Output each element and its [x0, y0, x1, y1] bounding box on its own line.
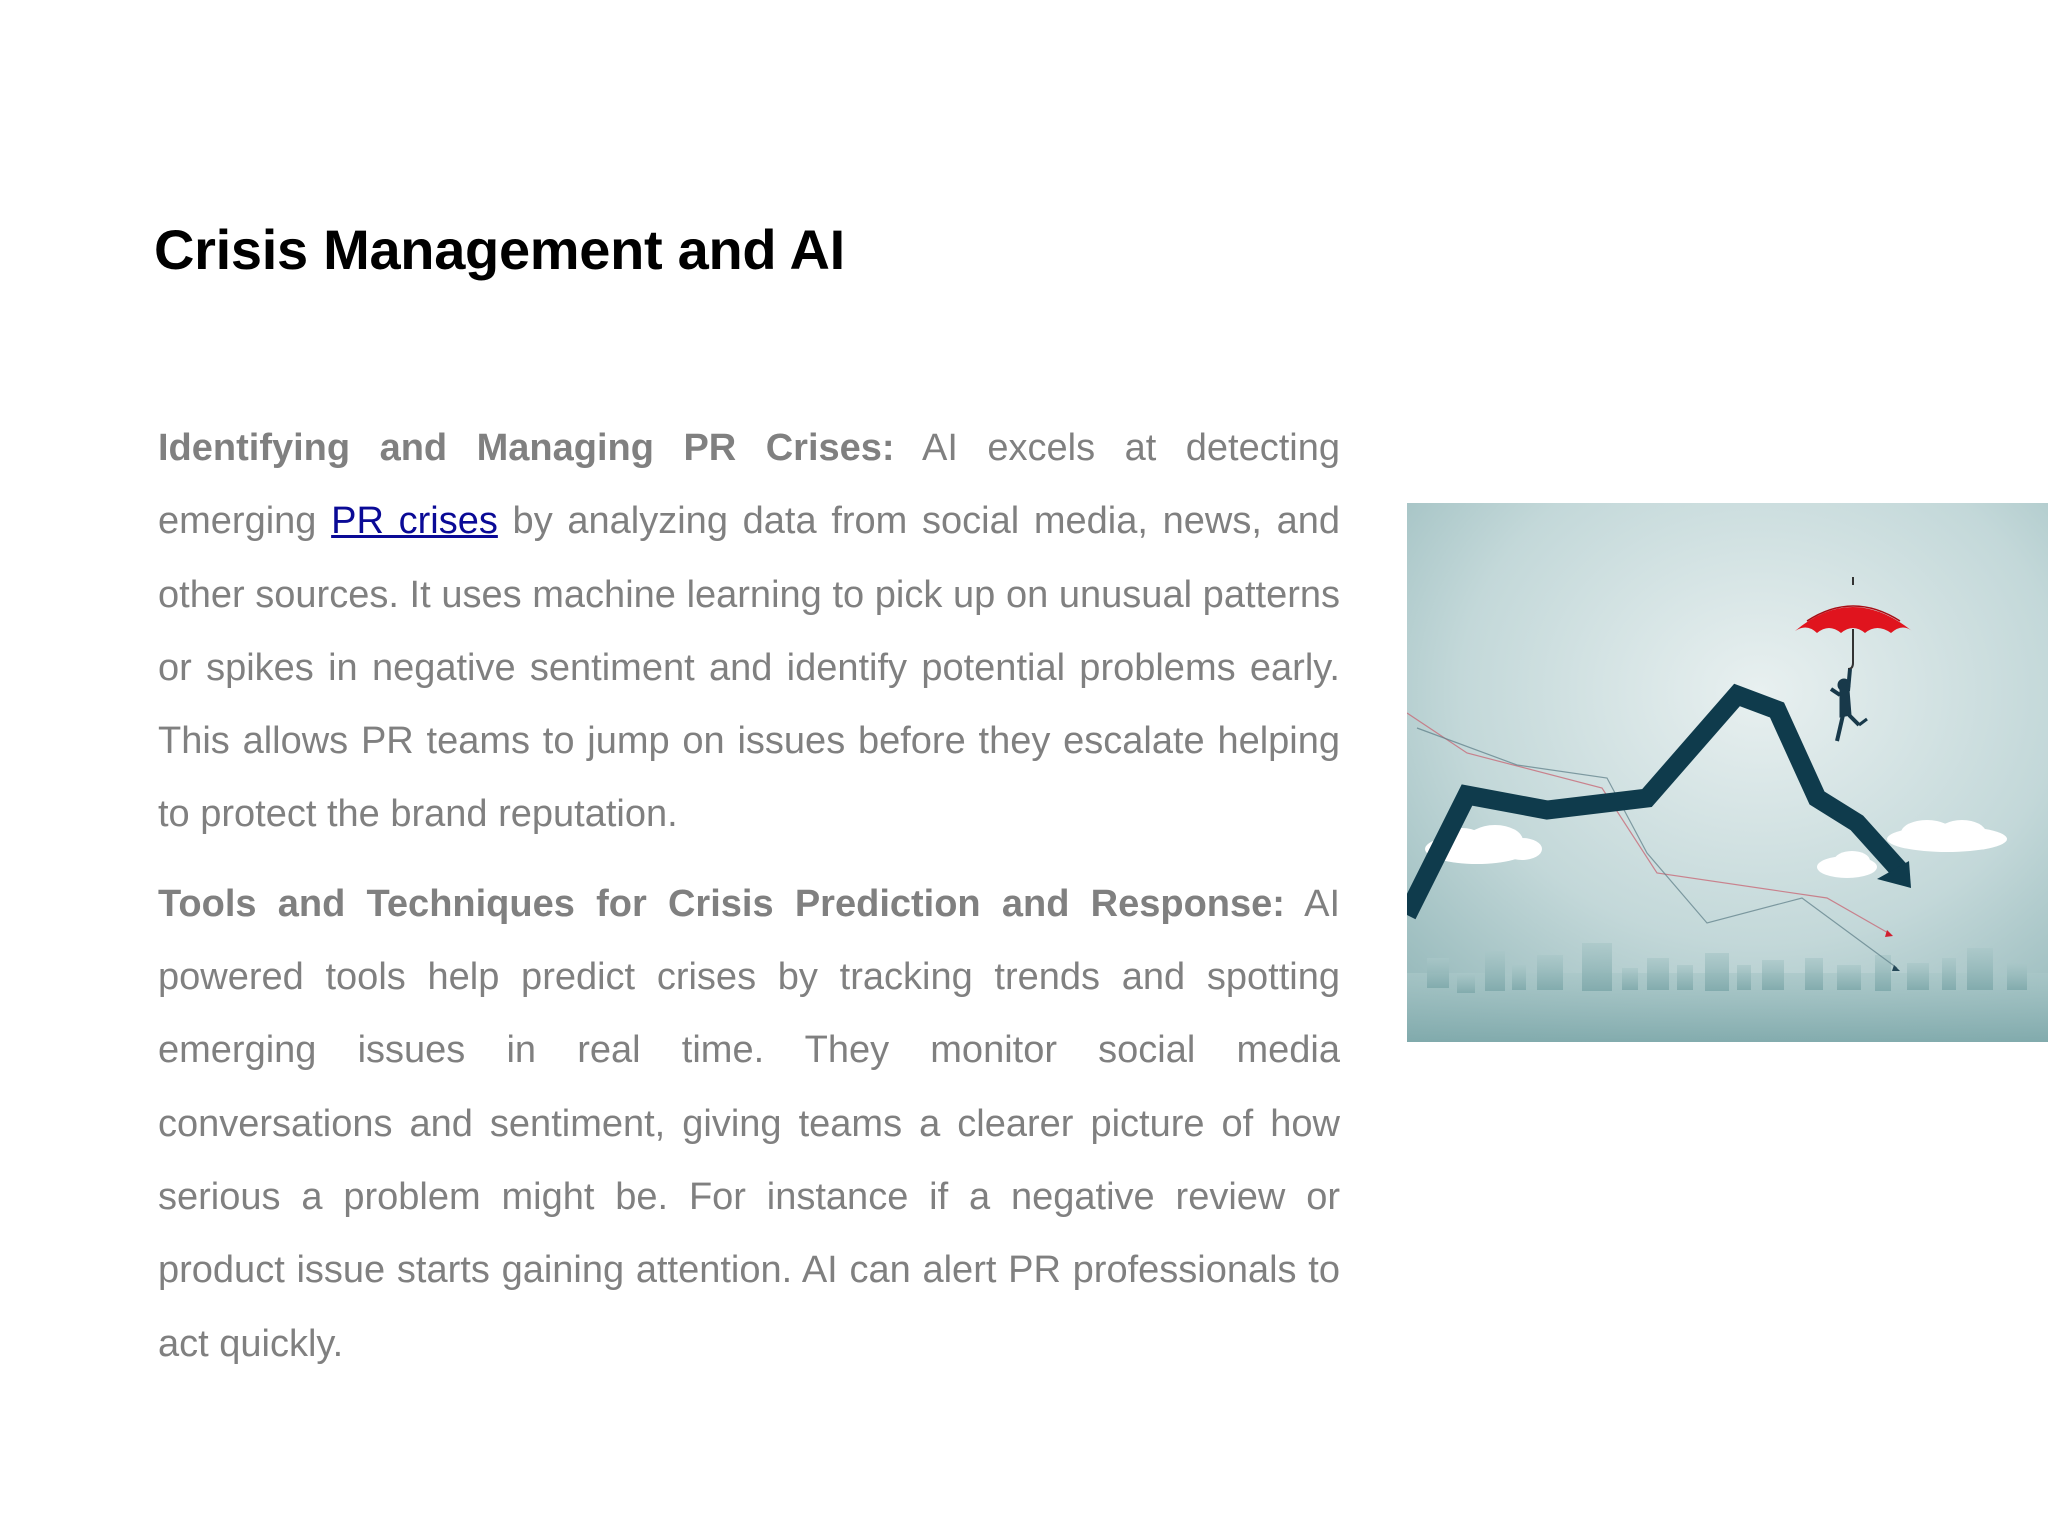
paragraph-tools-techniques: [158, 868, 1340, 1381]
paragraph-text: AI excels at detecting emerging: [158, 427, 1341, 543]
paragraph-heading: Identifying and Managing PR Crises:: [158, 427, 895, 469]
paragraph-identifying-crises: [158, 412, 1340, 852]
paragraph-text: AI powered tools help predict crises by tracking trends and spotting emerging issues in real time. They monitor social media conversations and sentiment, giving teams a clearer picture of how serious a problem might be. For instance if a negative review or product issue starts gaining attention. AI can alert PR professionals to act quickly.: [158, 882, 1340, 1365]
paragraph-text: by analyzing data from social media, news, and other sources. It uses machine learning to pick up on unusual patterns or spikes in negative sentiment and identify potential problems early. This allows PR teams to jump on issues before they escalate helping to protect the brand reputation.: [158, 500, 1341, 836]
crisis-illustration: [1407, 503, 2048, 1042]
slide-body: [158, 412, 1340, 1397]
pr-crises-link[interactable]: PR crises: [331, 500, 498, 543]
paragraph-heading: Tools and Techniques for Crisis Prediction and Response:: [158, 882, 1285, 925]
crisis-illustration-svg: [1407, 503, 2048, 1042]
slide-title: Crisis Management and AI: [154, 218, 845, 281]
